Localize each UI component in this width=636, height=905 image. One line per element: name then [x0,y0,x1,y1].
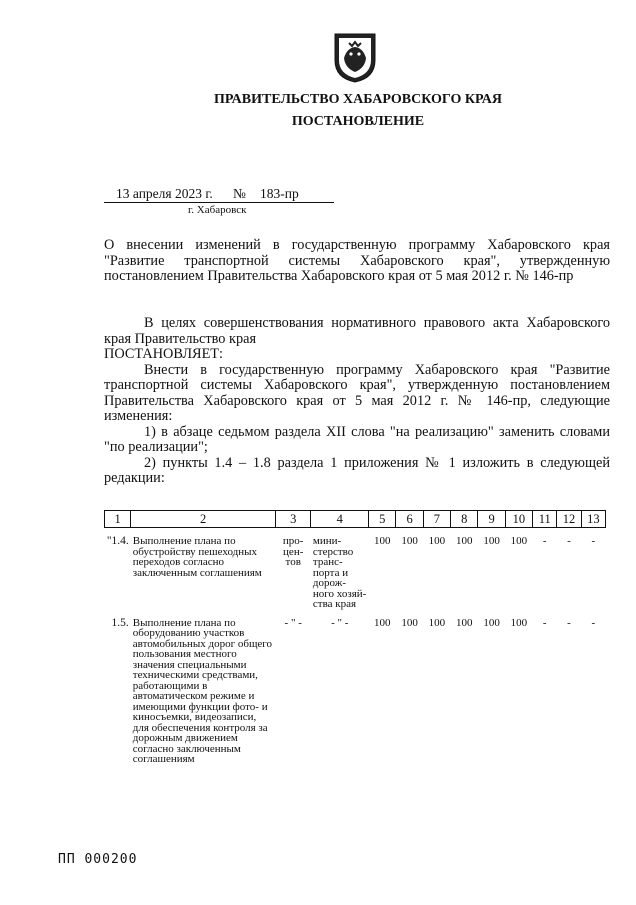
row-value: 100 [483,535,500,547]
row-unit: - " - [284,616,302,629]
column-header: 7 [423,511,450,528]
column-header: 9 [478,511,505,528]
document-city: г. Хабаровск [188,204,247,216]
row-unit: про-цен-тов [282,535,304,568]
table-header-row [105,511,606,528]
org-name: ПРАВИТЕЛЬСТВО ХАБАРОВСКОГО КРАЯ [214,92,502,107]
row-value: 100 [483,616,500,629]
column-header: 1 [105,511,131,528]
form-series-number: ПП 000200 [58,852,138,867]
row-value: 100 [456,535,473,547]
row-value: 100 [374,616,391,629]
row-value: - [591,535,596,547]
body-paragraph-5: 2) пункты 1.4 – 1.8 раздела 1 приложения № 1 изложить в следующей редакции: [104,454,610,486]
row-number: "1.4. [106,535,129,547]
document-date: 13 апреля 2023 г. [116,186,213,201]
column-header: 4 [311,511,369,528]
body-paragraph-1: В целях совершенствования нормативного правового акта Хабаровского края Правительство края [104,315,610,347]
row-indicator-name: Выполнение плана по оборудованию участков автомобильных дорог общего пользования местного значения специальными техническими средствами, работающими в автоматическом режиме и имеющими функции фото- и киносъемки, видеозаписи, для обеспечения контроля за дорожным движением согласно заключенным соглашениям [132,616,273,765]
column-header: 5 [369,511,396,528]
table-row [105,610,606,765]
row-value: 100 [510,535,528,547]
body-resolves: ПОСТАНОВЛЯЕТ: [104,346,224,362]
row-value: - [567,535,571,547]
row-number: 1.5. [111,616,129,629]
row-value: 100 [456,616,473,629]
body-paragraph-4: 1) в абзаце седьмом раздела XII слова "на реализацию" заменить словами "по реализации"; [104,423,610,455]
row-value: - [542,535,547,547]
document-number: 183-пр [260,186,299,201]
row-value: - [591,616,596,629]
document-type: ПОСТАНОВЛЕНИЕ [291,114,425,129]
column-header: 13 [581,511,605,528]
row-value: 100 [401,535,418,547]
row-value: 100 [401,616,418,629]
row-value: 100 [510,616,528,629]
column-header: 6 [396,511,423,528]
row-responsible: - " - [331,616,349,629]
row-value: - [542,616,547,629]
row-value: 100 [428,535,446,547]
table-row [105,528,606,610]
row-responsible: мини-стерство транс-порта и дорож-ного хозяй-ства края [312,535,367,610]
body-paragraph-3: Внести в государственную программу Хабаровского края "Развитие транспортной системы Хабаровского края", утвержденную постановлением Правительства Хабаровского края от 5 мая 2012 г. № 146-пр, следующие изменения: [104,361,610,424]
coat-of-arms-emblem [333,30,377,84]
row-indicator-name: Выполнение плана по обустройству пешеходных переходов согласно заключенным соглашениям [132,535,262,579]
row-value: - [567,616,571,629]
amendment-table [104,510,606,765]
column-header: 12 [557,511,581,528]
document-body [104,316,610,487]
column-header: 10 [505,511,532,528]
column-header: 3 [276,511,311,528]
document-subject: О внесении изменений в государственную программу Хабаровского края "Развитие транспортной системы Хабаровского края", утвержденную постановлением Правительства Хабаровского края от 5 мая 2012 г. № 146-пр [104,237,610,284]
column-header: 2 [131,511,276,528]
column-header: 8 [451,511,478,528]
row-value: 100 [428,616,446,629]
row-value: 100 [374,535,391,547]
number-sign: № [233,186,246,201]
column-header: 11 [533,511,557,528]
